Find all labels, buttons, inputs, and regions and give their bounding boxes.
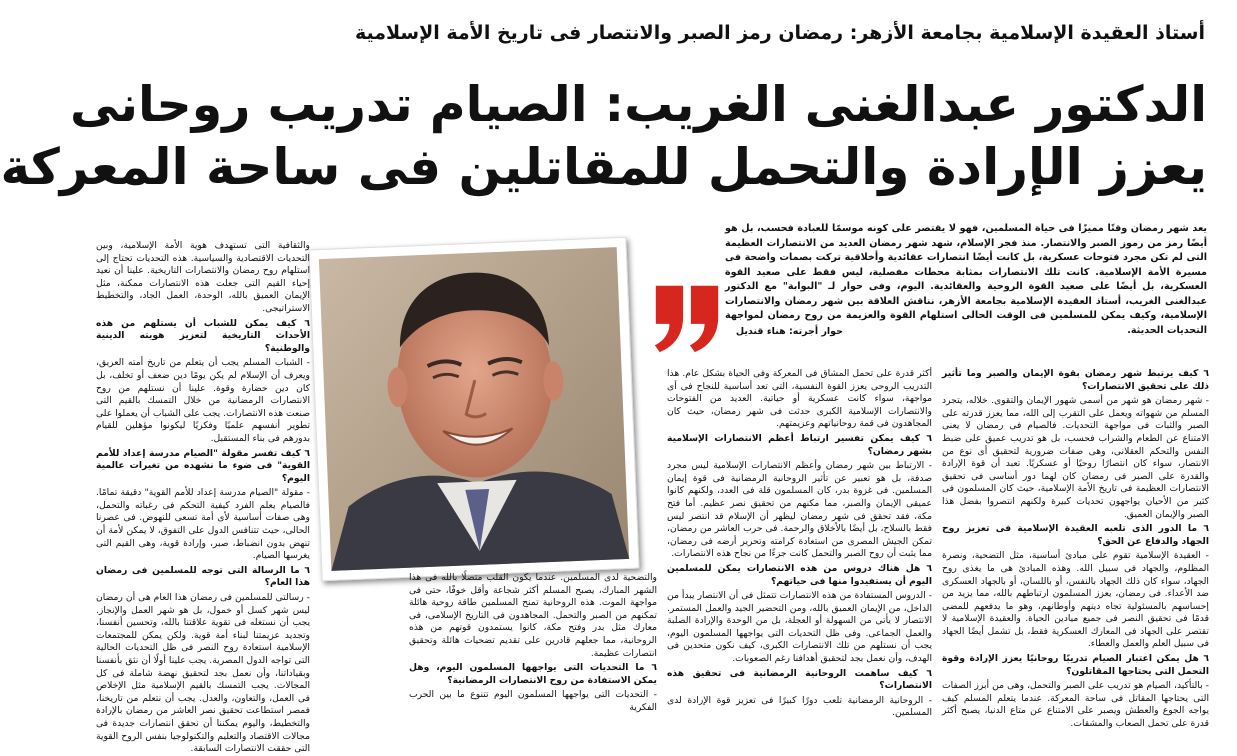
headline-line-1: الدكتور عبدالغنى الغريب: الصيام تدريب روحانى [70, 76, 1207, 133]
interview-question: ٦ هل هناك دروس من هذه الانتصارات يمكن للمسلمين اليوم أن يستفيدوا منها فى حياتهم؟ [667, 562, 932, 587]
article-paragraph: - بالتأكيد، الصيام هو تدريب على الصبر والتحمل، وهى من أبرز الصفات التى يحتاجها المقاتل فى ساحة المعركة. عندما يتعلم المسلم كيف يواجه الجوع والعطش ويصبر على الامتناع عن متاع الدنيا، يصبح أكثر قدرة على تحمل الصعاب والمشقات. [942, 680, 1209, 730]
article-paragraph: - الروحانية الرمضانية تلعب دورًا كبيرًا فى تعزيز قوة الإرادة لدى المسلمين. [667, 694, 932, 719]
interview-question: ٦ ما الدور الذى تلعبه العقيدة الإسلامية فى تعزيز روح الجهاد والدفاع عن الحق؟ [942, 523, 1209, 547]
interview-question: ٦ كيف ساهمت الروحانية الرمضانية فى تحقيق هذه الانتصارات؟ [667, 667, 932, 692]
quote-mark-icon [648, 278, 726, 356]
article-paragraph: - الدروس المستفادة من هذه الانتصارات تتمثل فى أن الانتصار يبدأ من الداخل، من الإيمان العميق بالله، ومن التحضير الجيد والعمل المستمر. الانتصار لا يأتى من السهولة أو العجلة، بل من الوحدة والإرادة الصلبة والعمل الجماعى. وفى ظل التحديات التى يواجهها المسلمون اليوم، يجب أن نستلهم من تلك الانتصارات الكبرى، كيف نكون متحدين فى الهدف، وأن نعمل بجد لتحقيق أهدافنا رغم الصعوبات. [667, 590, 932, 665]
article-column-2 [667, 368, 932, 719]
article-paragraph: - الشباب المسلم يجب أن يتعلم من تاريخ أمته العريق، ويعرف أن الإسلام لم يكن يومًا دين ضعف أو تخلف، بل كان دين حضارة وقوة. علينا أن نستلهم من روح الانتصارات الرمضانية من خلال التمسك بالقيم التى صنعت هذه الانتصارات. يجب على الشباب أن يعملوا على تطوير أنفسهم علميًا وفكريًا ليكونوا مؤهلين للقيام بدورهم فى بناء المستقبل. [96, 357, 310, 444]
article-paragraph: والتضحية لدى المسلمين. عندما يكون القلب متصلًا بالله فى هذا الشهر المبارك، يصبح المسلم أكثر شجاعة وأقل خوفًا، حتى فى مواجهة الموت. هذه الروحانية تمنح المسلمين طاقة روحية هائلة تمكنهم من الصبر والتحمل. المجاهدون فى التاريخ الإسلامى، فى معارك مثل بدر وفتح مكة، كانوا يستمدون قوتهم من هذه الروحانية، مما جعلهم قادرين على تقديم تضحيات هائلة وتحقيق انتصارات عظيمة. [409, 572, 657, 659]
kicker-subheadline: أستاذ العقيدة الإسلامية بجامعة الأزهر: رمضان رمز الصبر والانتصار فى تاريخ الأمة الإسلامية [354, 22, 1205, 44]
article-paragraph: أكثر قدرة على تحمل المشاق فى المعركة وفى الحياة بشكل عام. هذا التدريب الروحى يعزز القوة النفسية، التى تعد أساسية للنجاح فى أى مواجهة، سواء كانت عسكرية أو حياتية. العديد من الفتوحات والانتصارات الإسلامية الكبرى حدثت فى شهر رمضان، حيث كان المجاهدون فى قمة روحانياتهم وعزيمتهم. [667, 368, 932, 430]
article-paragraph: - العقيدة الإسلامية تقوم على مبادئ أساسية، مثل التضحية، ونصرة المظلوم، والجهاد فى سبيل الله. وهذه المبادئ هى ما يغذى روح الجهاد، سواء كان ذلك الجهاد بالنفس، أو باللسان، أو بالجهاد العسكرى ضد الأعداء. فى رمضان، يعزز المسلمون ارتباطهم بالله، مما يزيد من إحساسهم بالمسئولية تجاه دينهم وأوطانهم، وهو ما يدفعهم للمضى قدمًا فى تحقيق النصر فى جميع ميادين الحياة. والعقيدة الإسلامية لا تقتصر على الجهاد فى المعارك العسكرية فقط، بل تشمل أيضًا الجهاد فى سبيل العلم والعمل والعطاء. [942, 550, 1209, 650]
interview-question: ٦ ما الرسالة التى توجه للمسلمين فى رمضان هذا العام؟ [96, 564, 310, 589]
article-paragraph: والثقافية التى تستهدف هوية الأمة الإسلامية، وبين التحديات الاقتصادية والسياسية. هذه التحديات تحتاج إلى استلهام روح رمضان والانتصارات التاريخية. علينا أن نعيد إحياء القيم التى جعلت هذه الانتصارات ممكنة، مثل الإيمان العميق بالله، الوحدة، العمل الجاد، والتخطيط الاستراتيجى. [96, 240, 310, 314]
article-column-4 [96, 240, 310, 755]
interview-question: ٦ ما التحديات التى يواجهها المسلمون اليوم، وهل يمكن الاستفادة من روح الانتصارات الرمضانية؟ [409, 662, 657, 686]
byline: حوار أجرته: هناء قنديل [735, 326, 843, 337]
article-paragraph: - مقولة "الصيام مدرسة إعداد للأمم القوية" دقيقة تمامًا. فالصيام يعلم الفرد كيفية التحكم فى رغباته والتحمل، وهى صفات أساسية لأى أمة تسعى للنهوض. فى عصرنا الحالى، حيث تتنافس الدول على التفوق، لا يمكن لأمة أن تنهض بدون انضباط، صبر، وإرادة قوية، وهى القيم التى يغرسها الصيام. [96, 487, 310, 562]
article-paragraph: - رسالتى للمسلمين فى رمضان هذا العام هى أن رمضان ليس شهر كسل أو خمول، بل هو شهر العمل والإنجاز. يجب أن نستغله فى تقوية علاقتنا بالله، وتحسين أنفسنا، وتجديد عزيمتنا لبناء أمة قوية. ولكن يمكن للمجتمعات الإسلامية استعادة روح النصر فى ظل التحديات الحالية التى تواجه الدول المصرية. يجب علينا أولًا أن نثق بأنفسنا وبقياداتنا، وأن نعمل بجد لتحقيق نهضة شاملة فى كل المجالات. يجب التمسك بالقيم الإسلامية مثل الإخلاص فى العمل، والتعاون، والعدل. يجب أن نتعلم من تاريخنا، فمصر استطاعت تحقيق نصر العاشر من رمضان بالإرادة والتخطيط، واليوم يمكننا أن نحقق انتصارات جديدة فى مجالات الاقتصاد والتعليم والتكنولوجيا بنفس الروح القوية التى حققت الانتصارات السابقة. [96, 592, 310, 755]
article-paragraph: - الارتباط بين شهر رمضان وأعظم الانتصارات الإسلامية ليس مجرد صدفة، بل هو تعبير عن تأثير الروحانية الرمضانية فى قوة إيمان المسلمين. فى غزوة بدر، كان المسلمون قلة فى العدد، ولكنهم كانوا عميقى الإيمان والصبر، مما مكنهم من تحقيق نصر عظيم. أما فتح مكة، فقد تحقق فى شهر رمضان ليظهر أن الإسلام قد انتصر ليس فقط بالسلاح، بل أيضًا بالأخلاق والرحمة. فى حرب العاشر من رمضان، تمكن الجيش المصرى من استعادة كرامته وتحرير أرضه فى رمضان، مما يثبت أن روح الصبر والتحمل كانت جزءًا من نجاح هذه الانتصارات. [667, 460, 932, 560]
interview-question: ٦ كيف يمكن تفسير ارتباط أعظم الانتصارات الإسلامية بشهر رمضان؟ [667, 432, 932, 457]
article-column-3 [409, 572, 657, 713]
article-paragraph: - شهر رمضان هو شهر من أسمى شهور الإيمان والتقوى. خلاله، يتجرد المسلم من شهواته ويعمل على التقرب إلى الله، مما يعزز قدرته على الصبر والثبات فى مواجهة التحديات. فالصيام فى رمضان لا يعنى الامتناع عن الطعام والشراب فحسب، بل هو تدريب عميق على ضبط النفس والتحكم العقلانى، وهى صفات ضرورية لتحقيق أى نوع من الانتصار، سواء كان انتصارًا روحيًا أو عسكريًا. تعبد أن قوة الإرادة والقدرة على الصبر فى رمضان كان لهما دور أساسى فى تحقيق الانتصارات العظيمة فى تاريخ الأمة الإسلامية، حيث كان المسلمون فى كثير من الأحيان يواجهون تحديات كبيرة ولكنهم انتصروا بفضل هذا الصبر والإيمان العميق. [942, 395, 1209, 520]
article-column-1 [942, 368, 1209, 730]
article-paragraph: - التحديات التى يواجهها المسلمون اليوم تتنوع ما بين الحرب الفكرية [409, 689, 657, 713]
interview-question: ٦ كيف تفسر مقولة "الصيام مدرسة إعداد للأمم القوية" فى ضوء ما نشهده من تغيرات عالمية اليوم؟ [96, 447, 310, 484]
portrait-illustration [319, 247, 629, 571]
interview-question: ٦ كيف يمكن للشباب أن يستلهم من هذه الأحداث التاريخية لتعزيز هويته الدينية والوطنية؟ [96, 317, 310, 354]
interview-question: ٦ هل يمكن اعتبار الصيام تدريبًا روحانيًا يعزز الإرادة وقوة التحمل التى يحتاجها المقاتلون؟ [942, 653, 1209, 677]
intro-paragraph: يعد شهر رمضان وقتًا مميزًا فى حياة المسلمين، فهو لا يقتصر على كونه موسمًا للعبادة فحسب، بل هو أيضًا رمز من رموز الصبر والانتصار. منذ فجر الإسلام، شهد شهر رمضان العديد من الانتصارات العظيمة التى لم تكن مجرد فتوحات عسكرية، بل كانت أيضًا انتصارات عقائدية وأخلاقية تركت بصمات واضحة فى مسيرة الأمة الإسلامية. كانت تلك الانتصارات بمثابة محطات مفصلية، ليس فقط على صعيد القوة العسكرية، بل أيضًا على صعيد القوة الروحية والعقائدية. اليوم، وفى حوار لـ "البوابة" مع الدكتور عبدالغنى الغريب، أستاذ العقيدة الإسلامية بجامعة الأزهر، نناقش العلاقة بين شهر رمضان والانتصارات الإسلامية، وكيف يمكن للمسلمين فى الوقت الحالى استلهام القوة والعزيمة من روح رمضان لمواجهة التحديات الحديثة. [725, 223, 1207, 336]
portrait-photo [308, 237, 639, 581]
interview-question: ٦ كيف يرتبط شهر رمضان بقوة الإيمان والصبر وما تأثير ذلك على تحقيق الانتصارات؟ [942, 368, 1209, 392]
headline-line-2: يعزز الإرادة والتحمل للمقاتلين فى ساحة المعركة [0, 138, 1207, 196]
